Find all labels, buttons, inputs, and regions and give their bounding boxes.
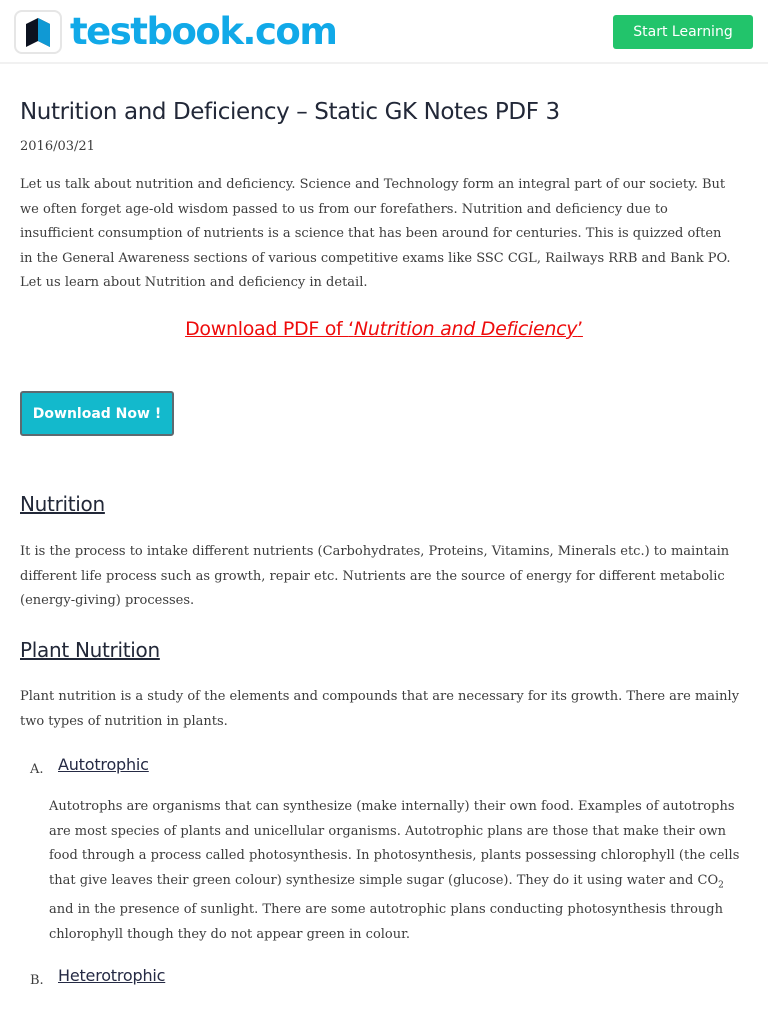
nutrition-paragraph: It is the process to intake different nutrients (Carbohydrates, Proteins, Vitamins, Minerals etc.) to maintain different life process such as growth, repair etc. Nutrients are the source of energy for different metabolic (energy-giving) processes. xyxy=(20,544,730,609)
site-header xyxy=(0,0,768,64)
download-link-prefix: Download PDF of xyxy=(185,318,349,340)
bookmark-icon xyxy=(25,18,51,48)
download-now-button[interactable]: Download Now ! xyxy=(20,391,174,436)
section-heading-plant-nutrition: Plant Nutrition xyxy=(20,638,160,662)
subheading-heterotrophic: Heterotrophic xyxy=(58,966,166,985)
start-learning-button[interactable]: Start Learning xyxy=(613,15,753,49)
autotrophic-text-before: Autotrophs are organisms that can synthesize (make internally) their own food. Examples of autotrophs are most species of plants and unicellular organisms. Autotrophic plans are those that make their own food through a process called photosynthesis. In photosynthesis, plants possessing chlorophyll (the cells that give leaves their green colour) synthesize simple sugar (glucose). They do it using water and CO xyxy=(49,799,740,888)
site-logo-text[interactable]: testbook.com xyxy=(70,10,337,53)
autotrophic-paragraph xyxy=(49,795,749,947)
download-link-topic: Nutrition and Deficiency xyxy=(353,318,578,340)
download-pdf-link[interactable] xyxy=(0,318,768,340)
co2-subscript: 2 xyxy=(718,880,724,891)
download-link-open-quote: ‘ xyxy=(348,318,354,340)
plant-nutrition-paragraph: Plant nutrition is a study of the elements and compounds that are necessary for its growth. There are mainly two types of nutrition in plants. xyxy=(20,689,740,729)
section-heading-nutrition: Nutrition xyxy=(20,492,105,516)
testbook-logo-icon[interactable] xyxy=(14,10,62,54)
page-title: Nutrition and Deficiency – Static GK Notes PDF 3 xyxy=(20,99,560,125)
list-marker-b: B. xyxy=(30,973,44,988)
list-marker-a: A. xyxy=(30,762,44,777)
download-link-close-quote: ’ xyxy=(577,318,583,340)
publish-date: 2016/03/21 xyxy=(20,139,95,154)
intro-paragraph: Let us talk about nutrition and deficiency. Science and Technology form an integral part of our society. But we often forget age-old wisdom passed to us from our forefathers. Nutrition and deficiency due to insufficient consumption of nutrients is a science that has been around for centuries. This is quizzed often in the General Awareness sections of various competitive exams like SSC CGL, Railways RRB and Bank PO. Let us learn about Nutrition and deficiency in detail. xyxy=(20,177,731,291)
subheading-autotrophic: Autotrophic xyxy=(58,755,149,774)
autotrophic-text-after: and in the presence of sunlight. There are some autotrophic plans conducting photosynthesis through chlorophyll though they do not appear green in colour. xyxy=(49,901,724,942)
